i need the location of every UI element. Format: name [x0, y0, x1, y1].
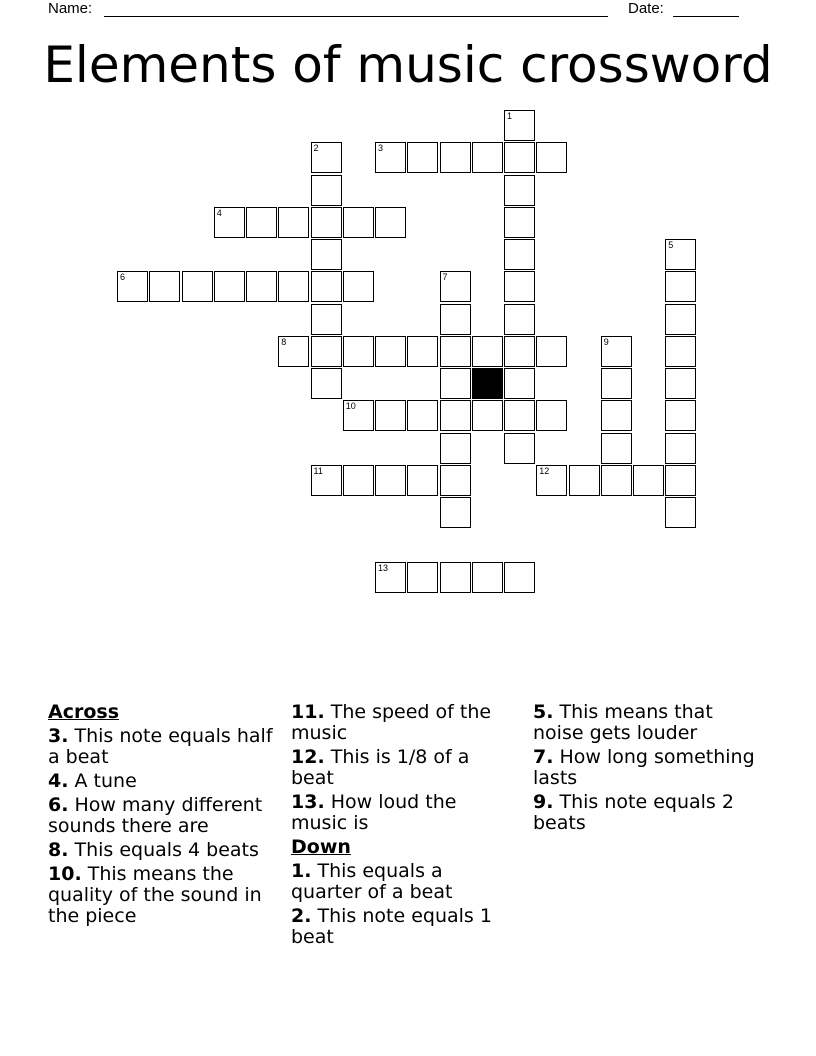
clue-number: 6	[120, 272, 126, 283]
clue-down-1: 1. This equals a quarter of a beat	[291, 860, 453, 903]
grid-cell[interactable]	[246, 271, 277, 302]
grid-cell[interactable]	[504, 304, 535, 335]
grid-cell[interactable]	[633, 465, 664, 496]
grid-cell[interactable]	[601, 465, 632, 496]
grid-cell[interactable]	[278, 207, 309, 238]
grid-cell[interactable]	[665, 400, 696, 431]
grid-cell[interactable]	[311, 175, 342, 206]
clue-down-2: 2. This note equals 1 beat	[291, 905, 492, 948]
grid-cell[interactable]	[407, 142, 438, 173]
grid-cell[interactable]	[149, 271, 180, 302]
grid-cell[interactable]	[440, 304, 471, 335]
grid-cell[interactable]	[407, 400, 438, 431]
grid-cell[interactable]	[343, 336, 374, 367]
grid-cell[interactable]	[665, 368, 696, 399]
grid-cell[interactable]	[375, 142, 406, 173]
grid-cell[interactable]	[440, 433, 471, 464]
clue-number: 2	[313, 143, 319, 154]
grid-cell[interactable]	[440, 465, 471, 496]
clue-across-3: 3. This note equals half a beat	[48, 725, 273, 768]
clue-across-12: 12. This is 1/8 of a beat	[291, 746, 470, 789]
grid-cell[interactable]	[311, 239, 342, 270]
clues-column-2	[291, 702, 516, 951]
date-label: Date:	[628, 0, 664, 17]
grid-cell[interactable]	[536, 465, 567, 496]
grid-cell[interactable]	[407, 336, 438, 367]
clue-number: 11	[313, 465, 323, 476]
grid-cell[interactable]	[311, 368, 342, 399]
grid-cell[interactable]	[472, 142, 503, 173]
grid-cell[interactable]	[665, 497, 696, 528]
grid-cell[interactable]	[375, 336, 406, 367]
down-heading: Down	[291, 836, 351, 858]
clue-number: 9	[603, 336, 609, 347]
grid-cell[interactable]	[665, 465, 696, 496]
grid-cell[interactable]	[375, 400, 406, 431]
clue-number: 8	[281, 336, 287, 347]
grid-cell[interactable]	[407, 465, 438, 496]
grid-cell[interactable]	[343, 465, 374, 496]
clue-across-4: 4. A tune	[48, 770, 137, 792]
clue-number: 3	[378, 143, 384, 154]
clues-column-3	[533, 702, 758, 837]
clue-number: 5	[668, 240, 674, 250]
grid-cell[interactable]	[343, 271, 374, 302]
clue-across-8: 8. This equals 4 beats	[48, 839, 259, 861]
grid-cell[interactable]	[504, 562, 535, 593]
clue-number: 4	[216, 207, 222, 218]
grid-cell[interactable]	[504, 400, 535, 431]
clues-column-1	[48, 702, 273, 930]
grid-cell[interactable]	[569, 465, 600, 496]
page-title: Elements of music crossword	[43, 36, 773, 94]
grid-cell[interactable]	[536, 400, 567, 431]
name-label: Name:	[48, 0, 93, 17]
grid-cell[interactable]	[504, 336, 535, 367]
grid-cell[interactable]	[601, 368, 632, 399]
grid-cell[interactable]	[504, 239, 535, 270]
clue-across-11: 11. The speed of the music	[291, 701, 492, 744]
grid-cell[interactable]	[246, 207, 277, 238]
grid-cell[interactable]	[214, 271, 245, 302]
grid-cell[interactable]	[343, 207, 374, 238]
grid-cell[interactable]	[311, 207, 342, 238]
grid-cell[interactable]	[440, 497, 471, 528]
grid-cell[interactable]	[278, 271, 309, 302]
grid-cell[interactable]	[375, 562, 406, 593]
grid-cell[interactable]	[117, 271, 148, 302]
clue-number: 12	[539, 465, 550, 476]
grid-cell[interactable]	[601, 433, 632, 464]
grid-cell[interactable]	[311, 304, 342, 335]
grid-cell[interactable]	[311, 465, 342, 496]
grid-cell[interactable]	[440, 400, 471, 431]
grid-cell[interactable]	[375, 465, 406, 496]
grid-cell[interactable]	[504, 433, 535, 464]
grid-cell[interactable]	[665, 271, 696, 302]
grid-cell[interactable]	[504, 142, 535, 173]
clue-down-5: 5. This means that noise gets louder	[533, 701, 713, 744]
clue-number: 1	[507, 111, 513, 121]
grid-cell[interactable]	[440, 368, 471, 399]
grid-cell[interactable]	[472, 336, 503, 367]
grid-cell[interactable]	[182, 271, 213, 302]
grid-cell[interactable]	[472, 400, 503, 431]
grid-cell[interactable]	[665, 433, 696, 464]
grid-cell[interactable]	[440, 336, 471, 367]
grid-cell[interactable]	[504, 271, 535, 302]
grid-cell[interactable]	[472, 562, 503, 593]
grid-cell[interactable]	[311, 271, 342, 302]
clue-down-7: 7. How long something lasts	[533, 746, 755, 789]
grid-cell[interactable]	[504, 110, 535, 141]
grid-cell[interactable]	[504, 175, 535, 206]
clue-number: 10	[345, 401, 356, 412]
grid-cell[interactable]	[407, 562, 438, 593]
grid-cell[interactable]	[375, 207, 406, 238]
clue-across-10: 10. This means the quality of the sound in the piece	[48, 863, 262, 927]
black-cell	[472, 368, 503, 399]
grid-cell[interactable]	[214, 207, 245, 238]
clue-across-6: 6. How many different sounds there are	[48, 794, 263, 837]
clue-down-9: 9. This note equals 2 beats	[533, 791, 734, 834]
across-heading: Across	[48, 701, 120, 723]
grid-cell[interactable]	[440, 271, 471, 302]
grid-cell[interactable]	[665, 304, 696, 335]
grid-cell[interactable]	[665, 239, 696, 270]
grid-cell[interactable]	[665, 336, 696, 367]
grid-cell[interactable]	[343, 400, 374, 431]
grid-cell[interactable]	[504, 207, 535, 238]
grid-cell[interactable]	[311, 142, 342, 173]
clue-across-13: 13. How loud the music is	[291, 791, 457, 834]
grid-cell[interactable]	[440, 142, 471, 173]
grid-cell[interactable]	[440, 562, 471, 593]
clue-number: 13	[378, 562, 389, 573]
grid-cell[interactable]	[536, 336, 567, 367]
clue-number: 7	[442, 272, 448, 283]
grid-cell[interactable]	[278, 336, 309, 367]
grid-cell[interactable]	[601, 400, 632, 431]
grid-cell[interactable]	[504, 368, 535, 399]
grid-cell[interactable]	[311, 336, 342, 367]
grid-cell[interactable]	[536, 142, 567, 173]
grid-cell[interactable]	[601, 336, 632, 367]
